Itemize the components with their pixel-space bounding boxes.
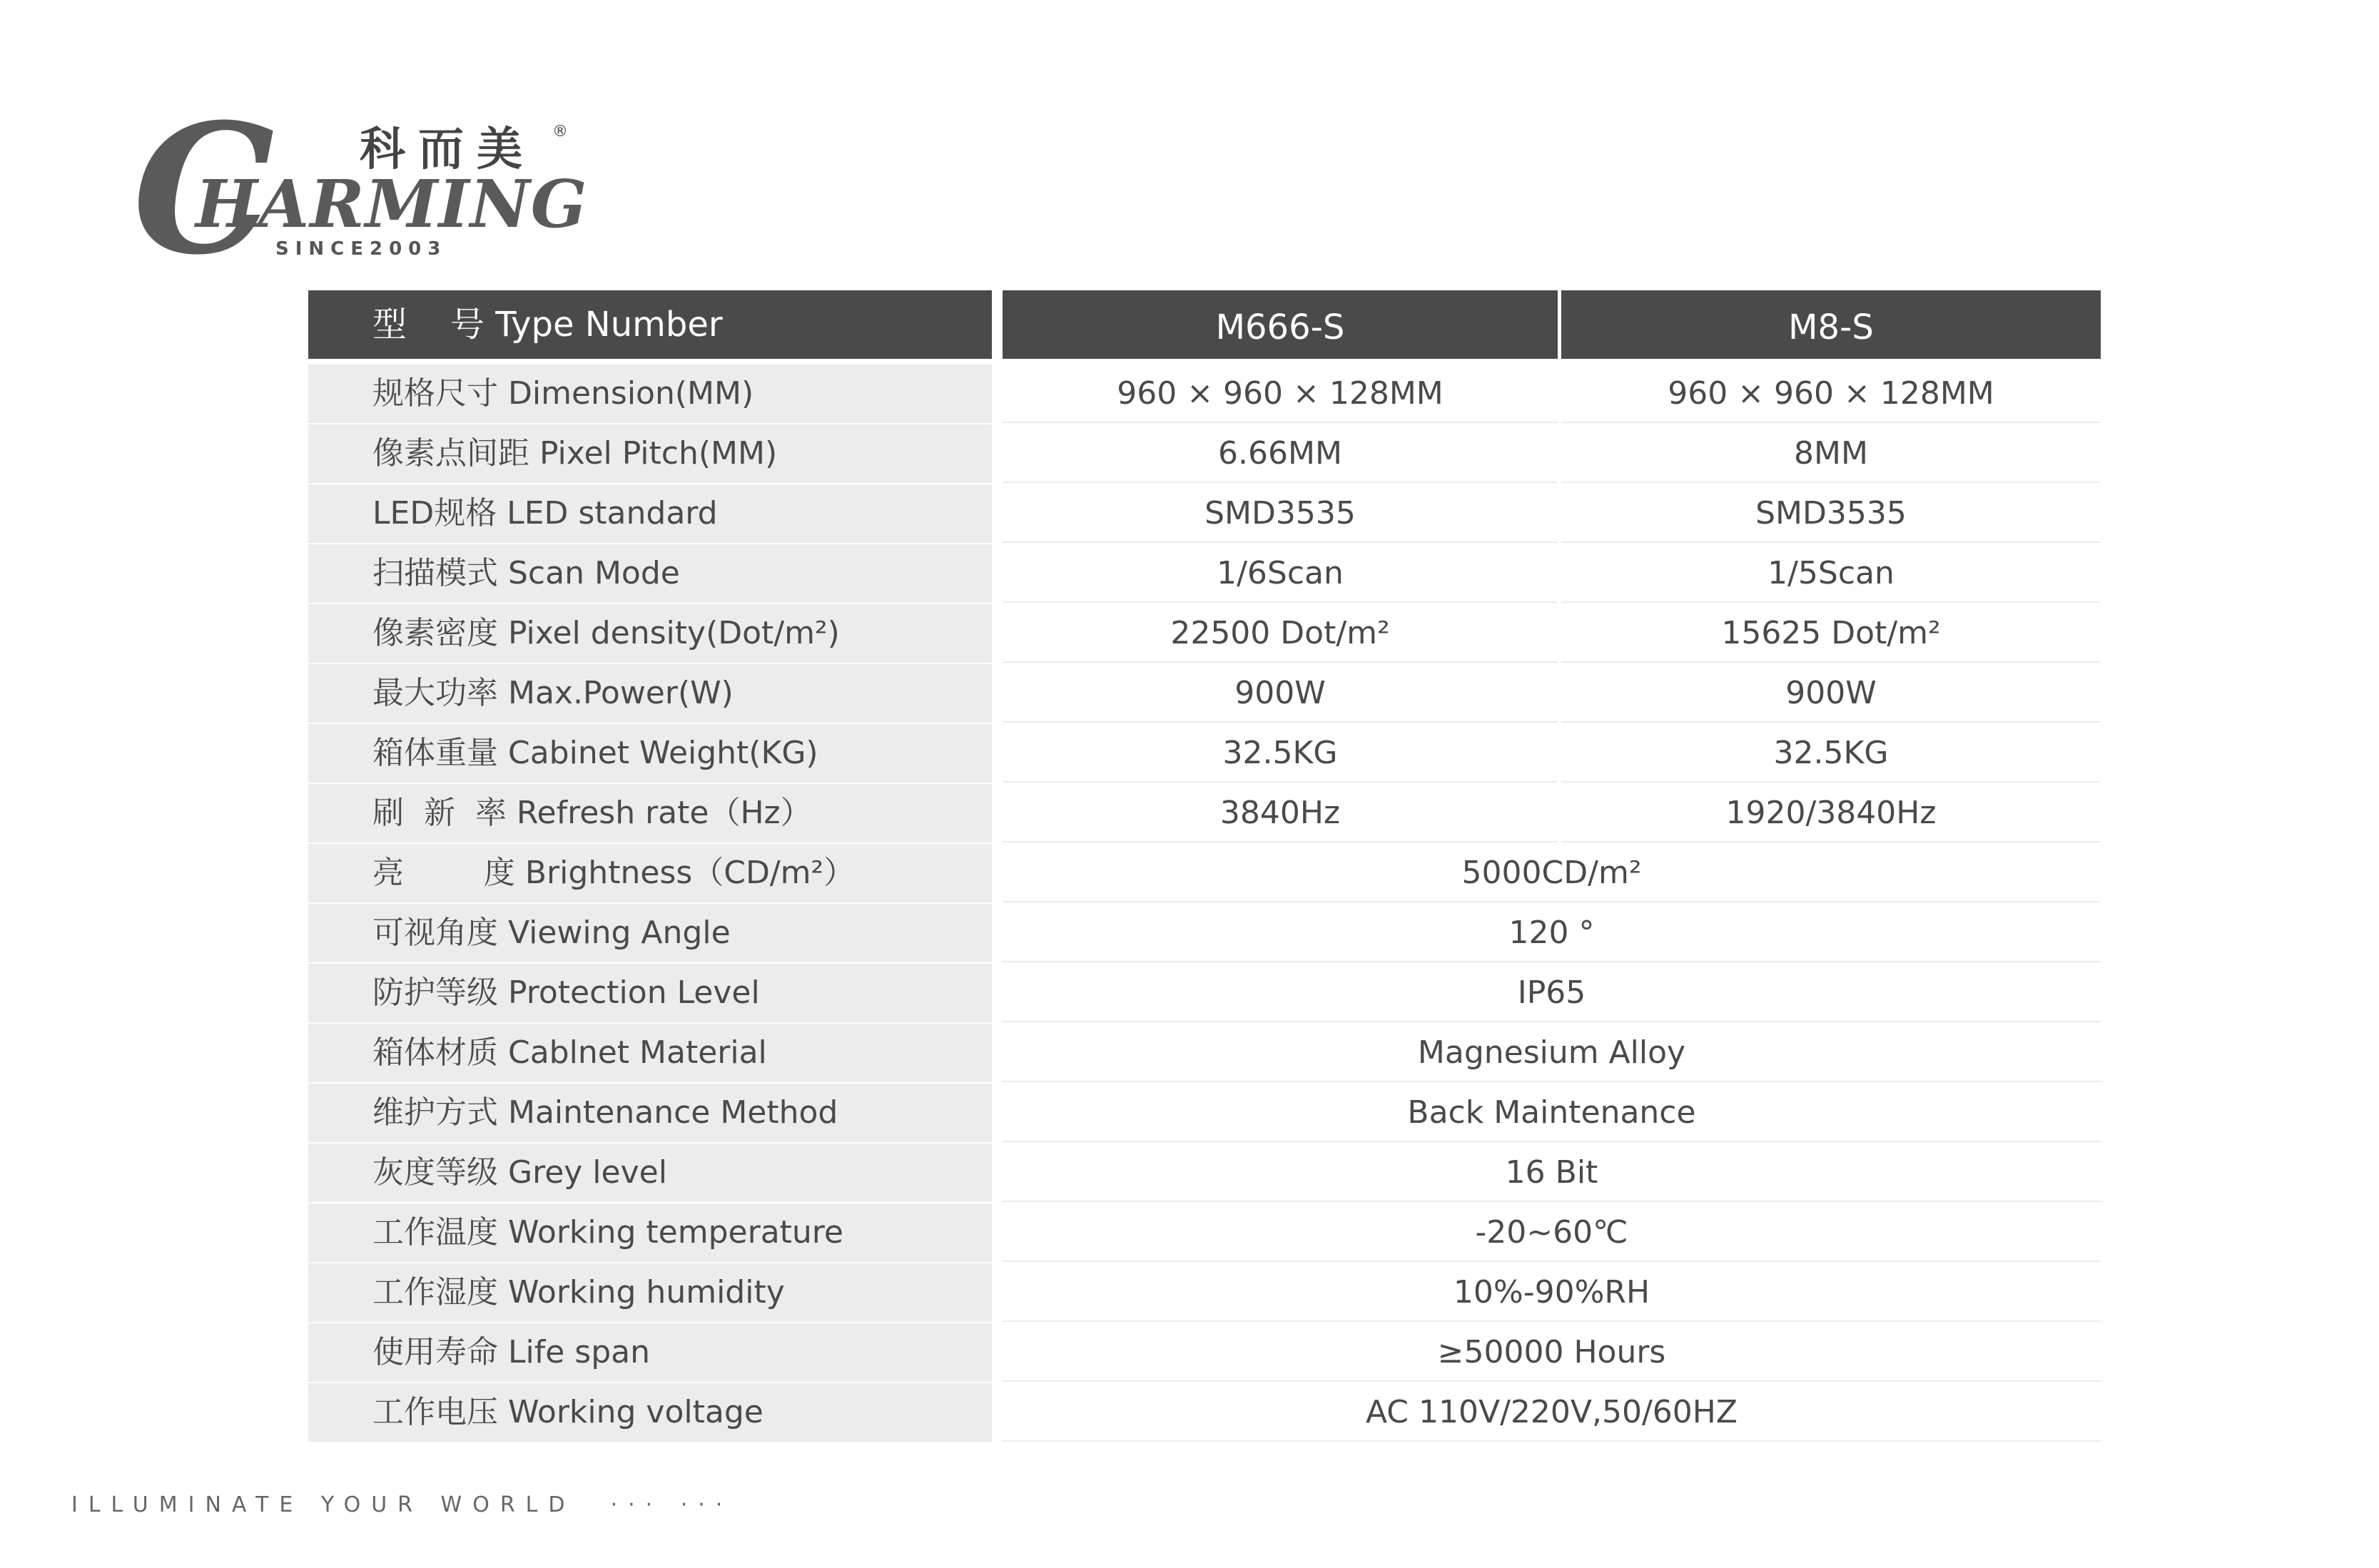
spec-label: 工作温度 Working temperature (308, 1203, 992, 1262)
spec-value-shared: IP65 (1003, 964, 2101, 1022)
spec-label: 像素密度 Pixel density(Dot/m²) (308, 604, 992, 663)
table-row (308, 1383, 2101, 1443)
table-row (308, 664, 2101, 724)
table-row (308, 964, 2101, 1024)
spec-rows (308, 365, 2101, 1443)
table-row (308, 784, 2101, 844)
spec-label: 维护方式 Maintenance Method (308, 1084, 992, 1142)
spec-label: 箱体材质 Cablnet Material (308, 1024, 992, 1082)
spec-label: 刷 新 率 Refresh rate（Hz） (308, 784, 992, 842)
spec-label: 规格尺寸 Dimension(MM) (308, 365, 992, 423)
logo-wordmark: HARMING (196, 166, 588, 243)
spec-label: 使用寿命 Life span (308, 1323, 992, 1382)
header-type-number: 型 号 Type Number (308, 290, 992, 359)
spec-value-shared: AC 110V/220V,50/60HZ (1003, 1383, 2101, 1442)
table-row (308, 1024, 2101, 1084)
spec-value-m8s: 1920/3840Hz (1561, 784, 2101, 842)
spec-label: 工作电压 Working voltage (308, 1383, 992, 1442)
spec-label: 像素点间距 Pixel Pitch(MM) (308, 424, 992, 483)
spec-label: 亮 度 Brightness（CD/m²） (308, 844, 992, 902)
registered-mark: ® (552, 123, 568, 141)
spec-value-shared: 16 Bit (1003, 1144, 2101, 1202)
table-row (308, 1144, 2101, 1203)
table-row (308, 1323, 2101, 1383)
spec-value-m8s: 900W (1561, 664, 2101, 723)
table-row (308, 484, 2101, 544)
table-row (308, 844, 2101, 904)
spec-value-m666s: 1/6Scan (1003, 544, 1558, 603)
logo-letter-c: C (133, 84, 275, 294)
table-row (308, 604, 2101, 664)
spec-value-shared: ≥50000 Hours (1003, 1323, 2101, 1382)
spec-label: 可视角度 Viewing Angle (308, 904, 992, 962)
logo-chinese-name: 科而美 (360, 123, 535, 176)
spec-label: 防护等级 Protection Level (308, 964, 992, 1022)
spec-value-m8s: 1/5Scan (1561, 544, 2101, 603)
header-model-m666s: M666-S (1003, 290, 1558, 359)
spec-label: 最大功率 Max.Power(W) (308, 664, 992, 723)
spec-label: LED规格 LED standard (308, 484, 992, 543)
spec-value-shared: 120 ° (1003, 904, 2101, 962)
logo-since: SINCE2003 (275, 238, 447, 260)
spec-value-m8s: 8MM (1561, 424, 2101, 483)
spec-value-shared: -20~60℃ (1003, 1203, 2101, 1262)
table-row (308, 424, 2101, 484)
table-row (308, 724, 2101, 784)
spec-value-m666s: 3840Hz (1003, 784, 1558, 842)
spec-value-m666s: SMD3535 (1003, 484, 1558, 543)
spec-value-shared: Back Maintenance (1003, 1084, 2101, 1142)
spec-label: 箱体重量 Cabinet Weight(KG) (308, 724, 992, 783)
table-row (308, 904, 2101, 964)
spec-value-m8s: 960 × 960 × 128MM (1561, 365, 2101, 423)
spec-value-shared: 5000CD/m² (1003, 844, 2101, 902)
table-row (308, 1203, 2101, 1263)
spec-label: 工作湿度 Working humidity (308, 1263, 992, 1322)
table-row (308, 544, 2101, 604)
spec-value-m666s: 900W (1003, 664, 1558, 723)
spec-value-shared: Magnesium Alloy (1003, 1024, 2101, 1082)
table-row (308, 1263, 2101, 1323)
spec-value-m666s: 32.5KG (1003, 724, 1558, 783)
header-model-m8s: M8-S (1561, 290, 2101, 359)
spec-value-m8s: SMD3535 (1561, 484, 2101, 543)
table-row (308, 365, 2101, 424)
spec-value-shared: 10%-90%RH (1003, 1263, 2101, 1322)
spec-value-m8s: 32.5KG (1561, 724, 2101, 783)
spec-value-m8s: 15625 Dot/m² (1561, 604, 2101, 663)
table-row (308, 1084, 2101, 1144)
spec-label: 灰度等级 Grey level (308, 1144, 992, 1202)
footer-tagline: ILLUMINATE YOUR WORLD ··· ··· (71, 1492, 734, 1517)
spec-value-m666s: 6.66MM (1003, 424, 1558, 483)
brand-logo (133, 84, 589, 294)
spec-label: 扫描模式 Scan Mode (308, 544, 992, 603)
spec-value-m666s: 22500 Dot/m² (1003, 604, 1558, 663)
spec-value-m666s: 960 × 960 × 128MM (1003, 365, 1558, 423)
